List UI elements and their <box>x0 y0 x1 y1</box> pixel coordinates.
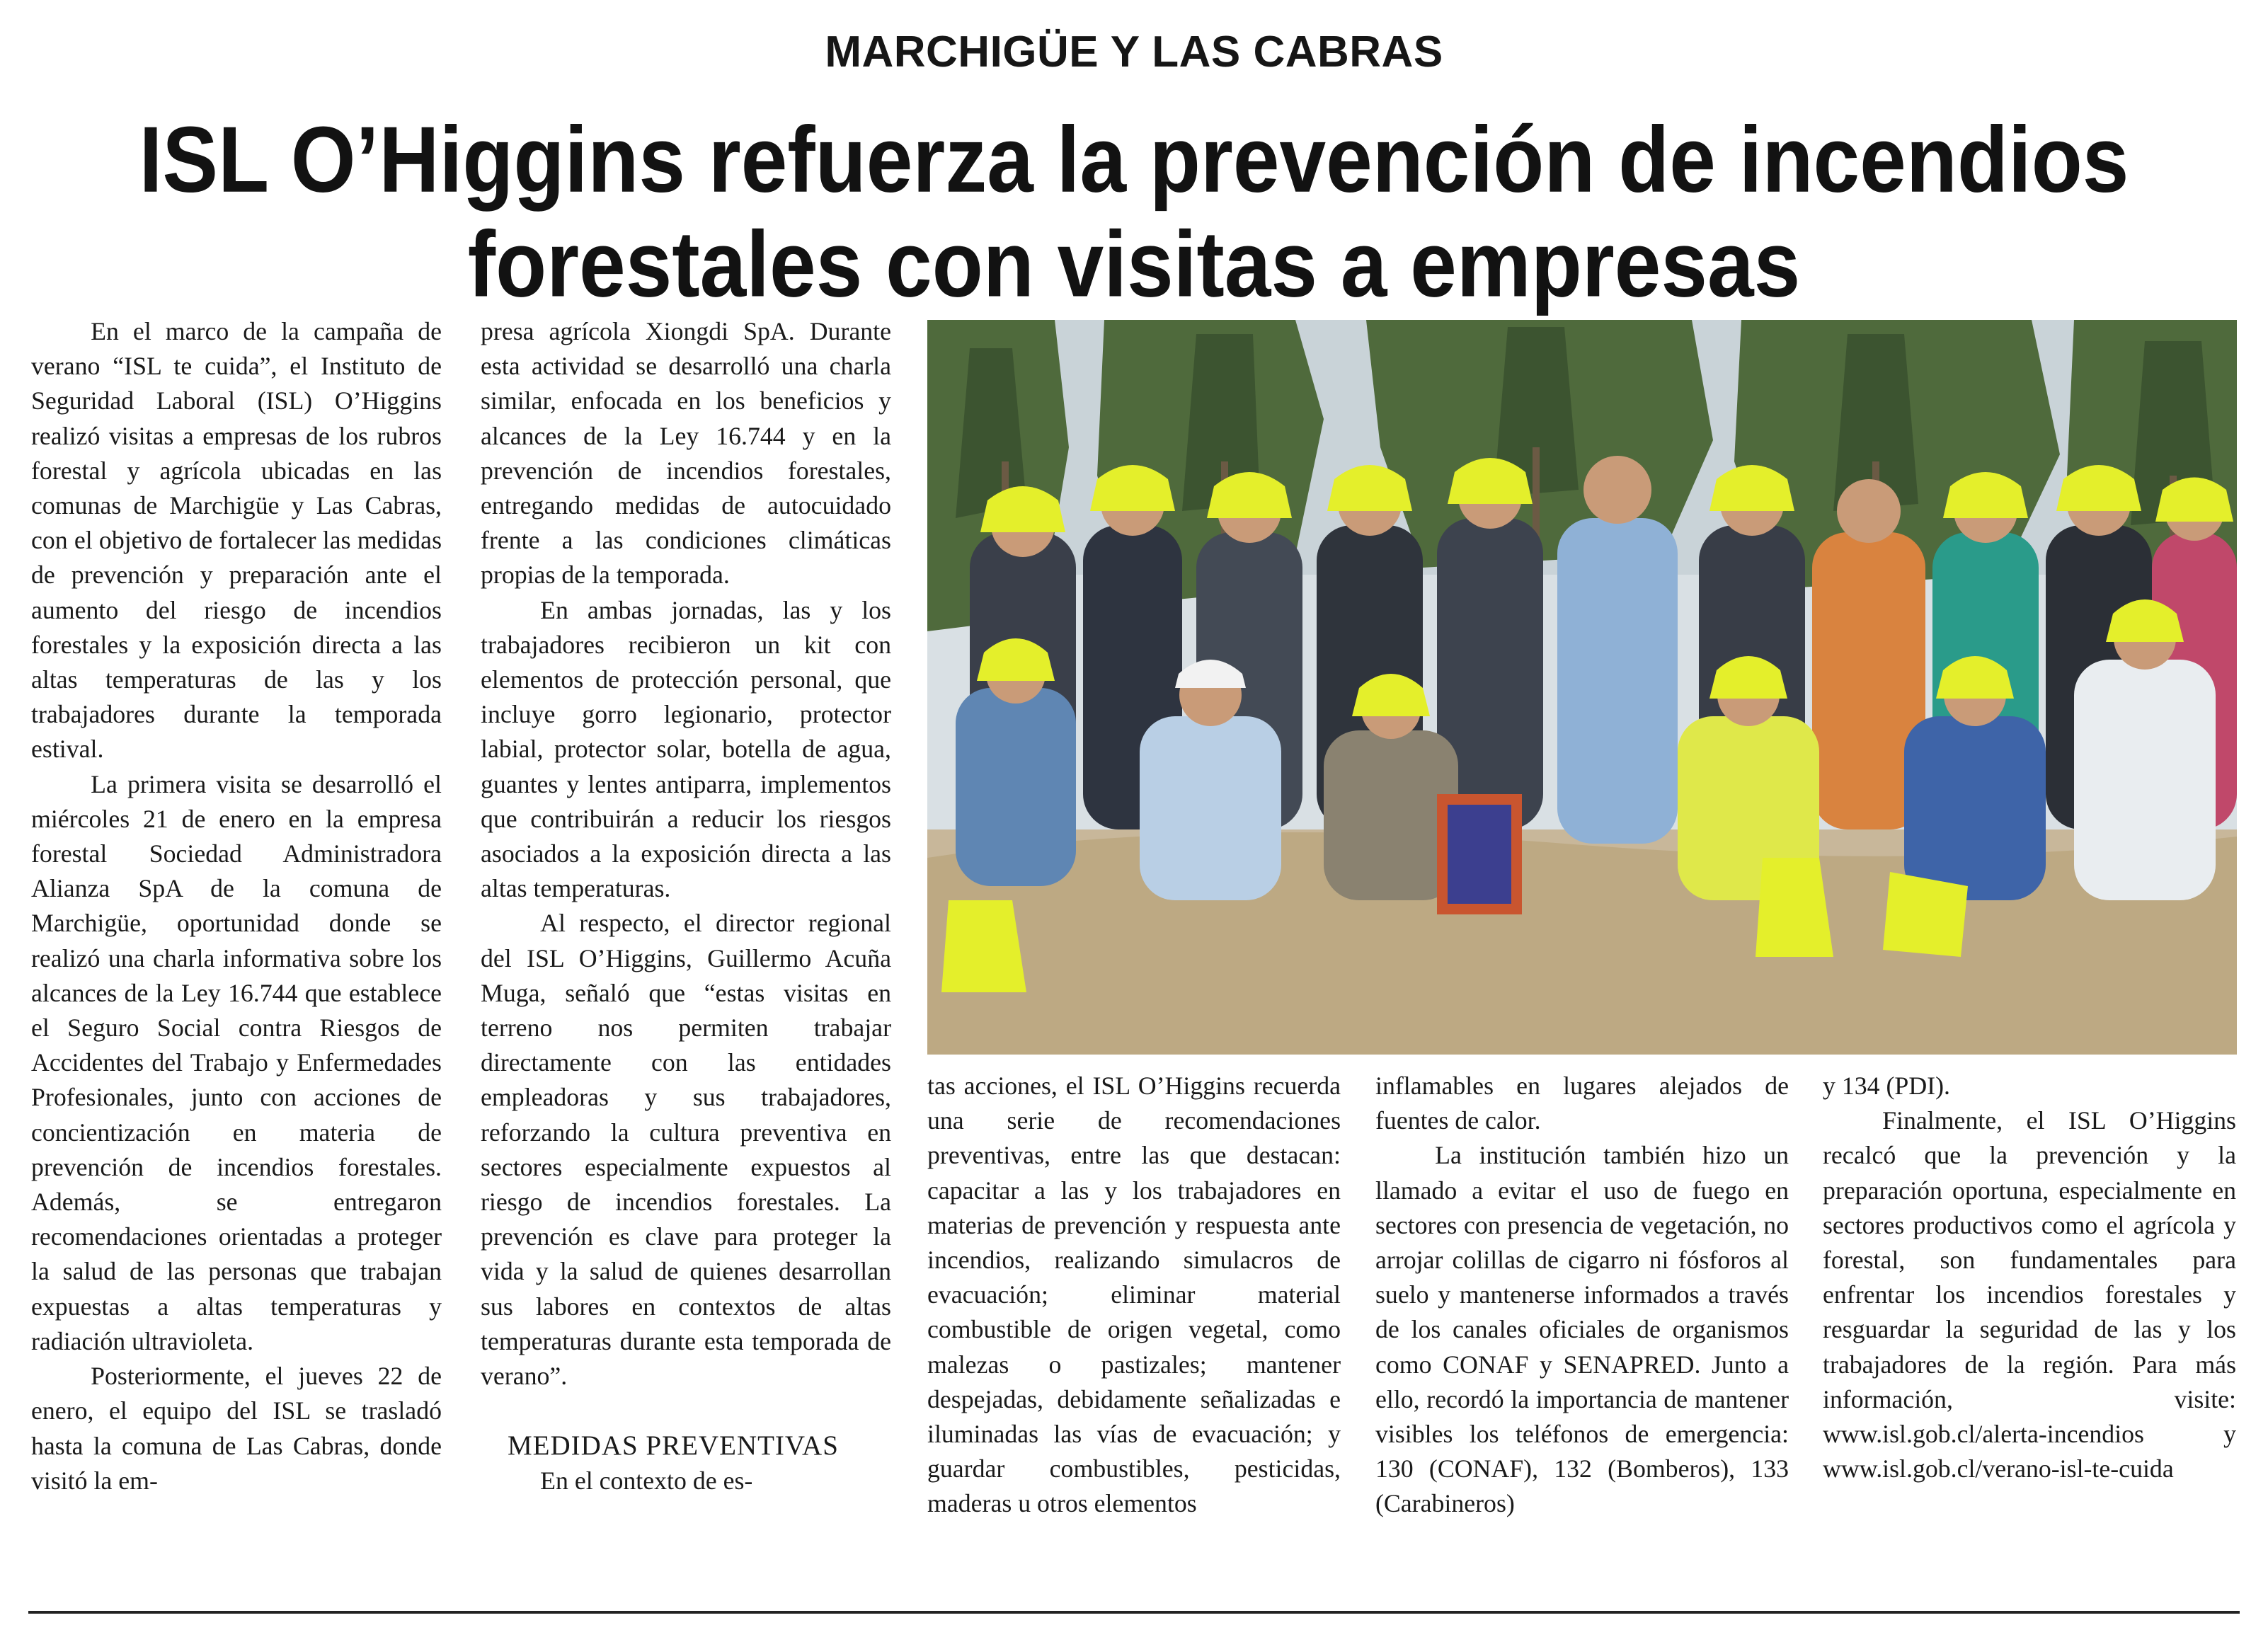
article-column-3 <box>927 1069 1341 1522</box>
paragraph: En el marco de la campaña de verano “ISL te cuida”, el Instituto de Seguridad Laboral (ISL) O’Higgins realizó visitas a empresas de los rubros forestal y agrícola ubicadas en las comunas de Marchigüe y Las Cabras, con el objetivo de fortalecer las medidas de prevención y preparación ante el aumento del riesgo de incendios forestales y la exposición directa a las altas temperaturas de las y los trabajadores durante la temporada estival. <box>31 317 442 764</box>
paragraph: inflamables en lugares alejados de fuentes de calor. <box>1375 1072 1789 1135</box>
headline <box>28 108 2240 317</box>
paragraph: Posteriormente, el jueves 22 de enero, el equipo del ISL se trasladó hasta la comuna de Las Cabras, donde visitó la em- <box>31 1362 442 1495</box>
paragraph: y 134 (PDI). <box>1823 1072 1950 1100</box>
article-column-1 <box>31 314 442 1498</box>
paragraph: La institución también hizo un llamado a evitar el uso de fuego en sectores con presencia de vegetación, no arrojar colillas de cigarro ni fósforos al suelo y mantenerse informados a través de los canales oficiales de organismos como CONAF y SENAPRED. Junto a ello, recordó la importancia de mantener visibles los teléfonos de emergencia: 130 (CONAF), 132 (Bomberos), 133 (Carabineros) <box>1375 1141 1789 1518</box>
article-photo <box>927 320 2237 1055</box>
paragraph: Finalmente, el ISL O’Higgins recalcó que la prevención y la preparación oportuna, especialmente en sectores productivos como el agrícola y forestal, son fundamentales para enfrentar los incendios forestales y resguardar la seguridad de las y los trabajadores de la región. Para más información, visite: www.isl.gob.cl/alerta-incendios y www.isl.gob.cl/verano-isl-te-cuida <box>1823 1106 2236 1483</box>
headline-line-2: forestales con visitas a empresas <box>467 212 1801 317</box>
group-photo-illustration <box>927 320 2237 1055</box>
article-column-2 <box>481 314 891 1498</box>
bottom-rule <box>28 1611 2240 1614</box>
paragraph: En el contexto de es- <box>540 1466 753 1495</box>
subheading-medidas-preventivas: MEDIDAS PREVENTIVAS <box>508 1430 839 1462</box>
paragraph: presa agrícola Xiongdi SpA. Durante esta actividad se desarrolló una charla similar, enfocada en los beneficios y alcances de la Ley 16.744 y en la prevención de incendios forestales, entregando medidas de autocuidado frente a las condiciones climáticas propias de la temporada. <box>481 317 891 590</box>
headline-line-1: ISL O’Higgins refuerza la prevención de incendios <box>139 108 2129 212</box>
paragraph: En ambas jornadas, las y los trabajadores recibieron un kit con elementos de protección personal, que incluye gorro legionario, protector labial, protector solar, botella de agua, guantes y lentes antiparra, implementos que contribuirán a reducir los riesgos asociados a la exposición directa a las altas temperaturas. <box>481 595 891 903</box>
paragraph: La primera visita se desarrolló el miércoles 21 de enero en la empresa forestal Sociedad Administradora Alianza SpA de la comuna de Marchigüe, oportunidad donde se realizó una charla informativa sobre los alcances de la Ley 16.744 que establece el Seguro Social contra Riesgos de Accidentes del Trabajo y Enfermedades Profesionales, junto con acciones de concientización en materia de prevención de incendios forestales. Además, se entregaron recomendaciones orientadas a proteger la salud de las personas que trabajan expuestas a altas temperaturas y radiación ultravioleta. <box>31 769 442 1355</box>
article-column-5 <box>1823 1069 2236 1486</box>
article-column-4 <box>1375 1069 1789 1522</box>
paragraph: Al respecto, el director regional del ISL O’Higgins, Guillermo Acuña Muga, señaló que “estas visitas en terreno nos permiten trabajar directamente con las entidades empleadoras y sus trabajadores, reforzando la cultura preventiva en sectores especialmente expuestos al riesgo de incendios forestales. La prevención es clave para proteger la vida y la salud de quienes desarrollan sus labores en contextos de altas temperaturas durante esta temporada de verano”. <box>481 909 891 1391</box>
paragraph: tas acciones, el ISL O’Higgins recuerda una serie de recomendaciones preventivas, entre las que destacan: capacitar a las y los trabajadores en materias de prevención y respuesta ante incendios, realizando simulacros de evacuación; eliminar material combustible de origen vegetal, como malezas o pastizales; mantener despejadas, debidamente señalizadas e iluminadas las vías de evacuación; y guardar combustibles, pesticidas, maderas u otros elementos <box>927 1072 1341 1518</box>
section-kicker: MARCHIGÜE Y LAS CABRAS <box>825 28 1443 76</box>
